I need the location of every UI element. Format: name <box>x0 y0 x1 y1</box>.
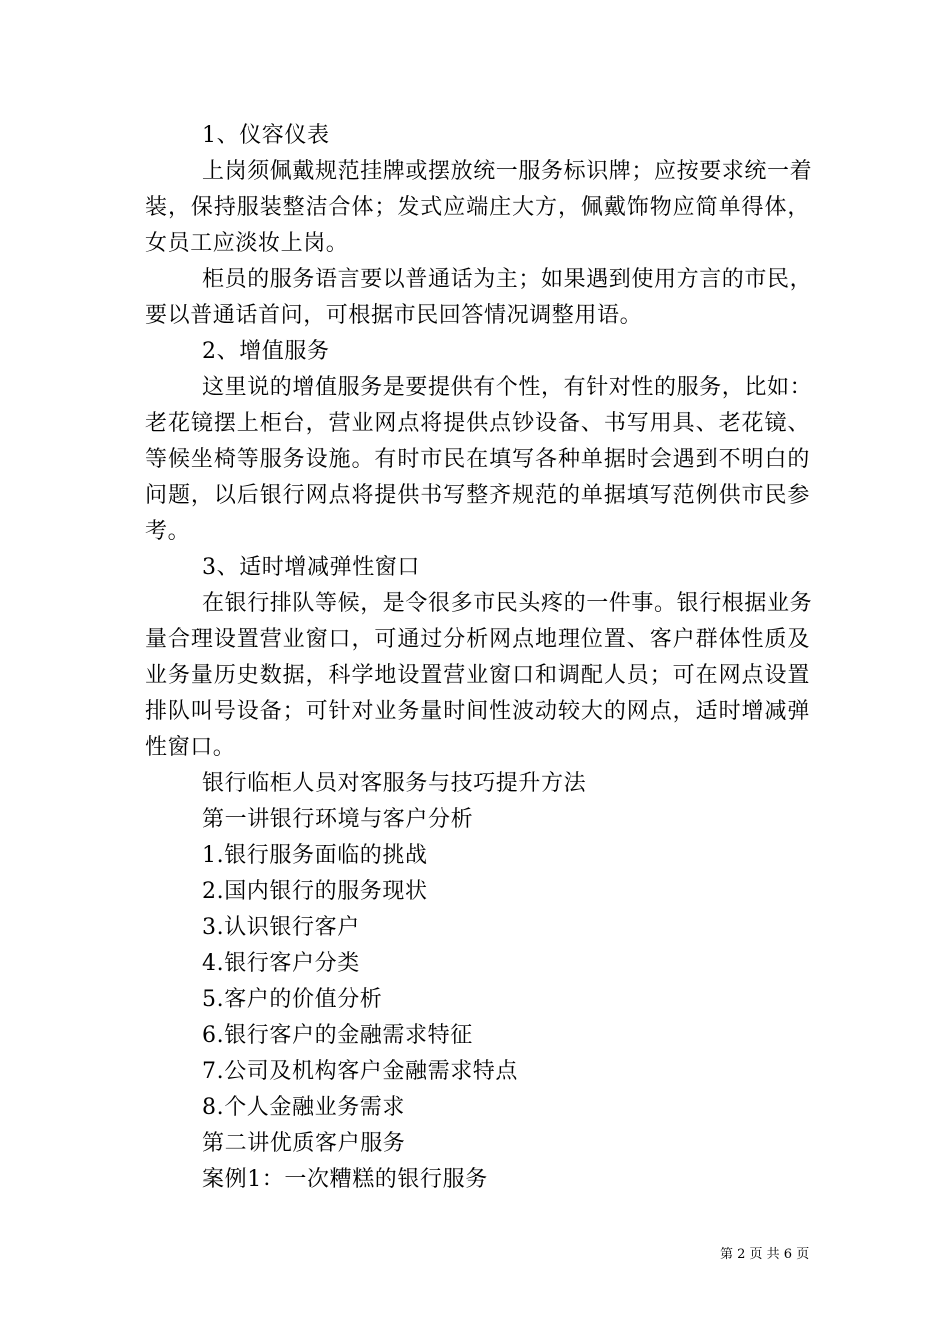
text-line: 第二讲优质客户服务 <box>202 1131 406 1156</box>
text-line: 排队叫号设备；可针对业务量时间性波动较大的网点，适时增减弹 <box>145 699 810 724</box>
text-line: 业务量历史数据，科学地设置营业窗口和调配人员；可在网点设置 <box>145 663 810 688</box>
text-line: 1、仪容仪表 <box>202 123 330 148</box>
text-line: 3、适时增减弹性窗口 <box>202 555 420 580</box>
text-line: 性窗口。 <box>145 735 236 760</box>
page-number: 第 2 页 共 6 页 <box>720 1247 810 1262</box>
text-line: 1.银行服务面临的挑战 <box>202 843 428 868</box>
text-line: 7.公司及机构客户金融需求特点 <box>202 1059 518 1084</box>
text-line: 银行临柜人员对客服务与技巧提升方法 <box>202 771 587 796</box>
text-line: 5.客户的价值分析 <box>202 987 383 1012</box>
text-line: 8.个人金融业务需求 <box>202 1095 405 1120</box>
text-line: 装，保持服装整洁合体；发式应端庄大方，佩戴饰物应简单得体， <box>145 195 810 220</box>
text-line: 4.银行客户分类 <box>202 951 360 976</box>
text-line: 量合理设置营业窗口，可通过分析网点地理位置、客户群体性质及 <box>145 627 810 652</box>
text-line: 2、增值服务 <box>202 339 330 364</box>
text-line: 这里说的增值服务是要提供有个性，有针对性的服务，比如： <box>202 375 813 400</box>
text-line: 考。 <box>145 519 191 544</box>
text-line: 上岗须佩戴规范挂牌或摆放统一服务标识牌；应按要求统一着 <box>202 159 813 184</box>
text-line: 3.认识银行客户 <box>202 915 360 940</box>
text-line: 在银行排队等候，是令很多市民头疼的一件事。银行根据业务 <box>202 591 813 616</box>
text-line: 问题，以后银行网点将提供书写整齐规范的单据填写范例供市民参 <box>145 483 810 508</box>
text-line: 等候坐椅等服务设施。有时市民在填写各种单据时会遇到不明白的 <box>145 447 810 472</box>
document-body <box>145 118 813 1198</box>
text-line: 老花镜摆上柜台，营业网点将提供点钞设备、书写用具、老花镜、 <box>145 411 810 436</box>
text-line: 2.国内银行的服务现状 <box>202 879 428 904</box>
text-line: 女员工应淡妆上岗。 <box>145 231 349 256</box>
text-line: 柜员的服务语言要以普通话为主；如果遇到使用方言的市民， <box>202 267 813 292</box>
text-line: 案例1：一次糟糕的银行服务 <box>202 1167 488 1192</box>
text-line: 要以普通话首问，可根据市民回答情况调整用语。 <box>145 303 643 328</box>
text-line: 6.银行客户的金融需求特征 <box>202 1023 473 1048</box>
text-line: 第一讲银行环境与客户分析 <box>202 807 474 832</box>
